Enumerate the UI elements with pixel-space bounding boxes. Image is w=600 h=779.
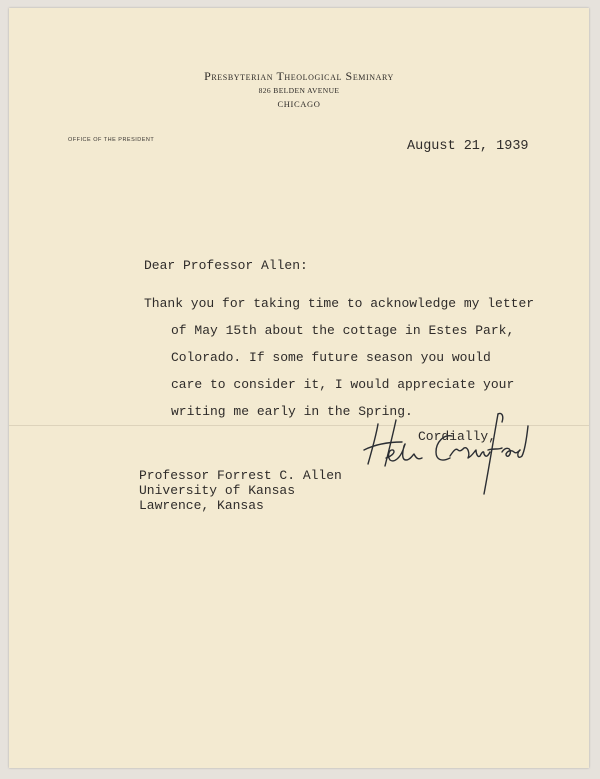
recipient-place: Lawrence, Kansas	[139, 498, 264, 513]
letterhead-institution: Presbyterian Theological Seminary	[204, 69, 394, 83]
recipient-org: University of Kansas	[139, 483, 296, 498]
signature-image	[356, 406, 536, 502]
letterhead-address: 826 BELDEN AVENUE	[258, 86, 340, 95]
body-line: of May 15th about the cottage in Estes Park,	[171, 323, 515, 338]
body-line: Thank you for taking time to acknowledge my letter	[144, 296, 535, 311]
closing: Cordially,	[418, 429, 497, 444]
body-line: writing me early in the Spring.	[171, 404, 413, 419]
letterhead-city: CHICAGO	[277, 99, 321, 109]
body-line: Colorado. If some future season you would	[171, 350, 491, 365]
letter-page	[9, 8, 589, 768]
recipient-name: Professor Forrest C. Allen	[139, 468, 342, 483]
body-line: care to consider it, I would appreciate your	[171, 377, 515, 392]
letter-date: August 21, 1939	[407, 139, 529, 154]
salutation: Dear Professor Allen:	[144, 258, 308, 273]
letterhead-office: OFFICE OF THE PRESIDENT	[68, 137, 155, 143]
